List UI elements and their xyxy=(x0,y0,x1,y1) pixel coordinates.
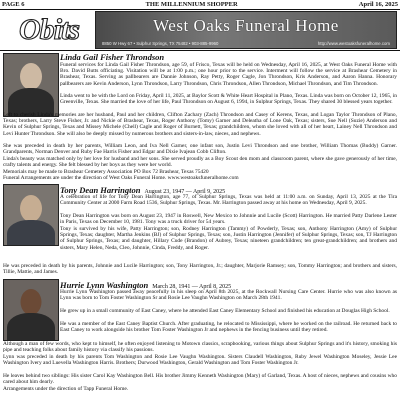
obituary-paragraph: Tony Dean Harrington was born on August 23, 1947 in Roswell, New Mexico to Johnnie and Lucile (Scott) Harrington. He married Patty Darlene Lester in Paris, Texas on December 10, 1981. Tony was a truck driver for 54 years. xyxy=(60,213,397,226)
obituary-paragraph: Linda's beauty was matched only by her love for husband and her sons. She served proudly as a Boy Scout den mom and classroom parent, where she gave generously of her time, crafty talents and energy. She felt blessed by her boys as they were her world. xyxy=(3,156,397,169)
obituary-paragraph: Arrangements under the direction of Tapp Funeral Home. xyxy=(3,386,129,392)
obituary-paragraph: He was a member of the East Caney Baptist Church. After graduating, he relocated to Mississippi, where he worked on the railroad. He returned back to East Caney to work alongside his brother Tom Foster Washington Jr and nephews in the fencing business until they retired. xyxy=(60,321,397,334)
obituary-paragraph: A celebration of life for Tony Dean Harrington, age 77, of Sulphur Springs, Texas was held at 11:00 a.m. on Sunday, April 13, 2025 at the Tira Community Center at 2000 Farm Road 1536, Sulphur Springs, Texas. Mr. Harrington passed away at his home on Wednesday, April 9, 2025. xyxy=(60,194,397,207)
portrait-photo xyxy=(3,279,59,341)
obituary-paragraph: He leaves behind two siblings: His sister Carol Kay Washington Bell. His brother Jimmy Kenneth Washington (Mary) of Garland, Texas. A host of nieces, nephews and cousins who cared about him dearly. xyxy=(3,373,397,386)
obituary-paragraph: Although a man of few words, who kept to himself, he often enjoyed listening to Motown classics, scrapbooking, various things about Sulphur Springs and it's history, smoking his pipe and teaching folks about family history via classify his passions. xyxy=(3,341,397,354)
funeral-home-website[interactable]: http://www.westoaksfuneralhome.com xyxy=(317,41,390,46)
section-banner xyxy=(3,11,397,49)
obituary-paragraph: Lynn was preceded in death by his parents Tom Washington and Rosie Lee Vaughn Washington. Sisters Claudell Washington, Ruby Jewel Washington Moseley, Jessie Lee Washington Ivery and Luevella Washington Harris. Brothers; Durwood Washington, Gerald Washington and Tom Foster Washington Jr. xyxy=(3,354,397,367)
masthead-rule xyxy=(0,9,400,10)
obituary-paragraph: Funeral Arrangements are under the direction of West Oaks Funeral Home. www.westoaksfuneralhome.com xyxy=(3,175,239,181)
obituary-paragraph: He grew up in a small community of East Caney, where he attended East Caney Elementary School and finished his education at Douglas High School. xyxy=(60,308,390,314)
funeral-home-address: 8850 W Hwy 67 • Sulphur Springs, TX 75482 • 903-885-9960 xyxy=(102,41,219,46)
issue-date: April 16, 2025 xyxy=(358,1,398,8)
paper-name: THE MILLENNIUM SHOPPER xyxy=(145,1,238,8)
masthead xyxy=(0,0,400,9)
obituary-dates: August 23, 1947 — April 9, 2025 xyxy=(144,189,226,195)
obituary-paragraph: He was preceded in death by his parents, Johnnie and Lucile Harrington; son, Tony Harrington, Jr.; daughter, Marjorie Ramsey; son, Tommy Harrington; and brothers and sisters, Tillie, Mattie, and James. xyxy=(3,263,397,276)
obituary-dates: March 28, 1941 — April 8, 2025 xyxy=(152,284,232,290)
obituary-name-text: Tony Dean Harrington xyxy=(60,185,141,195)
portrait-photo xyxy=(3,184,59,246)
obituary-paragraph: She was preceded in death by her parents, William Leon, and Iva Nell Garner, one infant son, Justin Levi Throndson and one brother, William Thomas (Buddy) Garner. Grandparents, Norman Denver and Ruby Fae Harris Fisher and Edgar and Dixie Ivajean Cobb Clifton. xyxy=(3,143,397,156)
funeral-home-banner xyxy=(95,11,397,49)
obituary-paragraph: Funeral services for Linda Gail Fisher Throndson, age 59, of Frisco, Texas will be held on Wednesday, April 16, 2025, at West Oaks Funeral Home with Bro. David Butts officiating. Visitation will be at 1:00 p.m.; one hour prior to the service. Interment will follow the service at Brashear Cemetery in Brashear, Texas. Serving as pallbearers are Dannie Johnson, Ray Petty, Roger Cagle, Jon Throndson, Kris Anderson, and Aaron Hanna. Honorary pallbearers are Kevin Anderson, Lynn Throndson, Larry Throndson, Chris Throndson, Allen Throndson, Michael Throndson, and Tim Throndson. xyxy=(60,62,397,87)
obituary-paragraph: Linda went to be with the Lord on Friday, April 11, 2025, at Baylor Scott & White Heart Hospital in Plano, Texas. Linda was born on October 12, 1965, in Greenville, Texas. She married the love of her life, Paul Throndson on August 6, 1994, in Sulphur Springs, Texas. They shared 30 blessed years together. xyxy=(60,93,397,106)
obituary-paragraph: Hurrie Lynn Washington passed away peacefully in his sleep on April 8th 2025, at the Rockwall Nursing Care Center. Hurrie who was also known as Lynn was born to Tom Foster Washington Sr and Rosie Lee Vaughn Washington on March 28th 1941. xyxy=(60,289,397,302)
obituary-name: Linda Gail Fisher Throndson xyxy=(60,52,165,62)
obituary-paragraph: Tony is survived by his wife, Patty Harrington; son, Rodney Harrington (Tammy) of Powderly, Texas; son, Anthony Harrington (Amy) of Sulphur Springs, Texas; daughter, Martha Jenkins (BJ) of Sulphur Springs, Texas; son, Justin Harrington (Jennifer) of Sulphur Springs, Texas; son, TJ Harrington of Sulphur Springs, Texas; and daughter, Hillary Cude (Brandon) of Aubrey, Texas; nineteen grandchildren; ten great-grandchildren; and brothers and sisters, Mary Helen, Neda, Cleo, Johnnie, Cinda, Freddy, and Roger. xyxy=(60,226,397,251)
banner-rule xyxy=(0,50,400,51)
funeral-home-name: West Oaks Funeral Home xyxy=(153,16,339,35)
obituary-paragraph: Memorials may be made to Brashear Cemetery Association PO Box 72 Brashear, Texas 75420 xyxy=(3,169,209,175)
obituary-paragraph: Left to cherish Linda's memories are her husband, Paul and her children, Clifton Zachary (Zach) Throndson and Casey of Kerens, Texas, and Logan Taylor Throndson of Plano, Texas; brothers, Larry Steve Fisher, Jr. and Nickie of Brashear, Texas, Roger Anthony (Tomy) Garner and Deleatha of Lone Oak, Texas; sisters, Sue Nell (Suzie) Anderson and Kevin of Sulphur Springs, Texas and Missey Michele (Chell) Cagle and Roger of Burnett, Texas; grandchildren, whom she loved with all of her heart, Lainey Nell Throndson and Levi Hunter Throndson. She will also be deeply missed by numerous brothers and sisters-in-law, nieces, and nephews. xyxy=(3,112,397,137)
page-number: PAGE 6 xyxy=(2,1,25,8)
obituary-name-text: Hurrie Lynn Washington xyxy=(60,280,149,290)
section-title: Obits xyxy=(18,13,79,46)
portrait-photo xyxy=(3,53,59,117)
